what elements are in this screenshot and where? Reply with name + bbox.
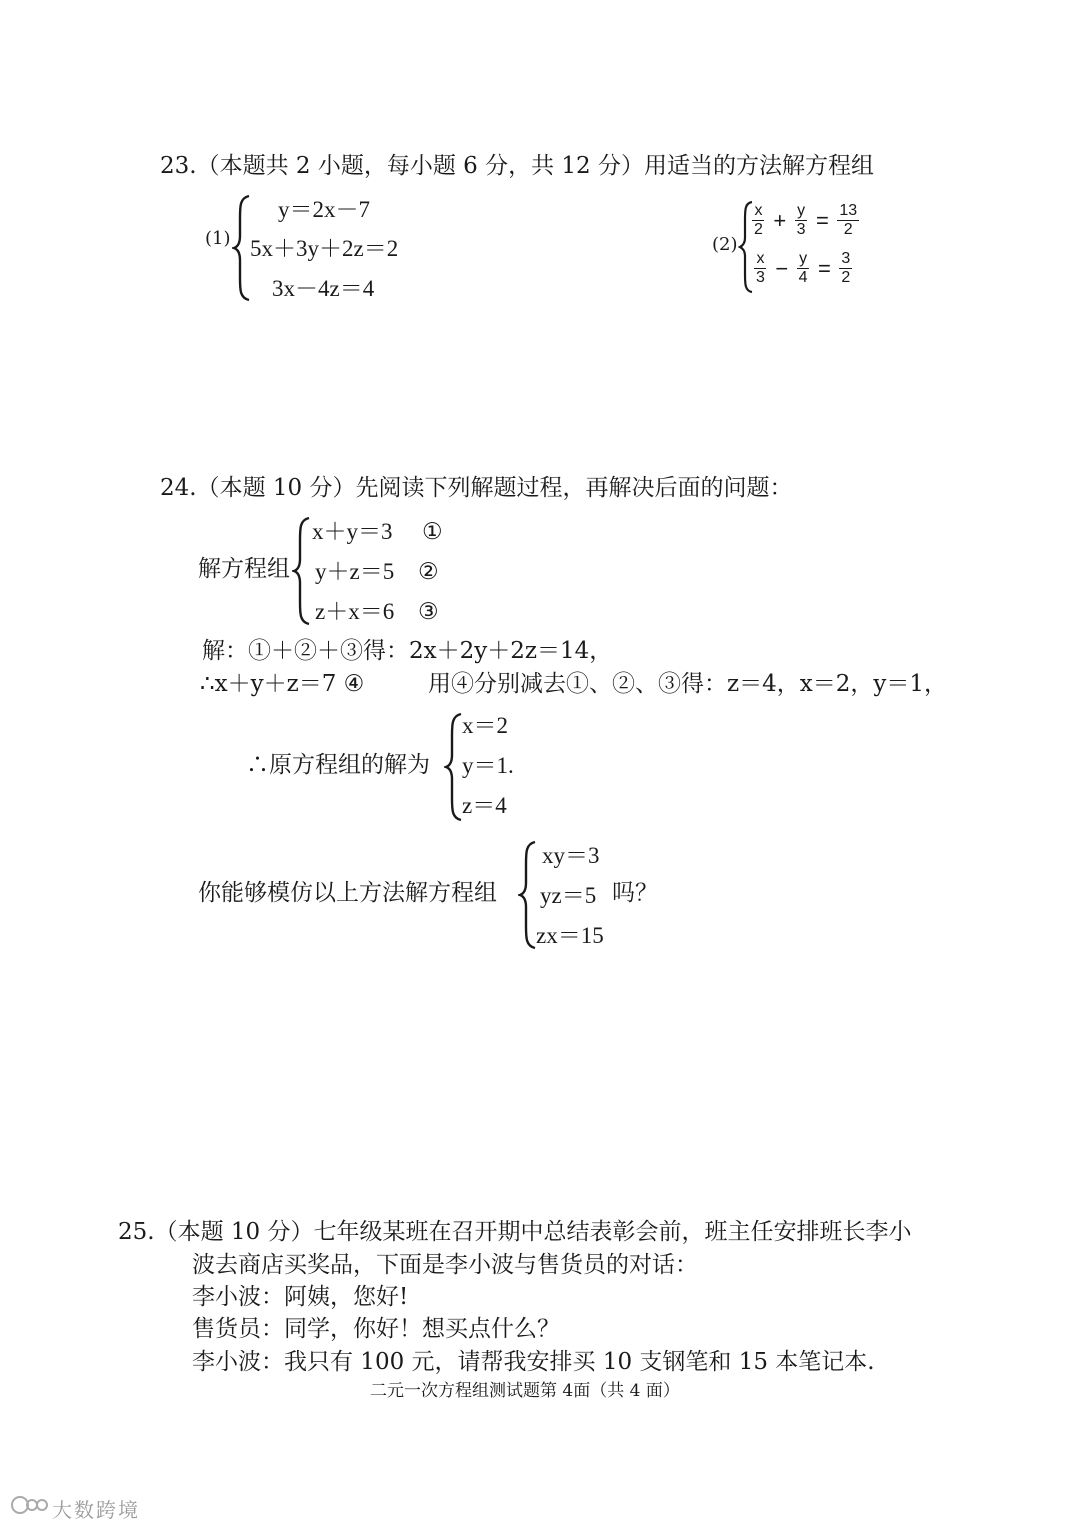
watermark-logo-icon [10,1493,50,1517]
frac-x-over-2: $\frac{x}{2}$ [754,202,763,238]
frac-y-over-4: $\frac{y}{4}$ [798,250,808,286]
q24-solution-line1: 解：①＋②＋③得：2x＋2y＋2z＝14， [202,638,613,664]
q24-eq1: x＋y＝3 [312,519,393,544]
q24-eq2: y＋z＝5 [315,559,395,584]
q24-challenge-label: 你能够模仿以上方法解方程组 [198,880,497,906]
frac-13-over-2: $\frac{13}{2}$ [839,202,858,238]
frac-3-over-2: $\frac{3}{2}$ [841,250,851,286]
q24-header: 24.（本题 10 分）先阅读下列解题过程，再解决后面的问题： [160,475,793,501]
equals-sign: = [816,207,829,233]
q24-marker-3: ③ [418,599,439,624]
equals-sign: = [818,255,831,281]
q23-header: 23.（本题共 2 小题，每小题 6 分，共 12 分）用适当的方法解方程组 [160,153,874,179]
q23-p2-row1 [750,202,861,239]
q24-answer-label: ∴原方程组的解为 [246,752,430,778]
q24-challenge-eq1: xy＝3 [542,843,600,868]
watermark-text: 大数跨境 [52,1498,140,1522]
q24-system-label: 解方程组 [198,556,290,582]
q25-line3: 李小波：阿姨，您好! [192,1284,409,1310]
q23-p1-eq1: y＝2x－7 [278,197,370,222]
q23-p2-label: (2) [712,234,738,255]
minus-sign: − [775,255,789,281]
q24-answer-x: x＝2 [462,713,508,738]
q24-answer-z: z＝4 [462,793,507,818]
q24-solution-line2b: 用④分别减去①、②、③得：z＝4，x＝2，y＝1， [428,671,947,697]
q24-challenge-eq2: yz＝5 [540,883,597,908]
frac-y-over-3: $\frac{y}{3}$ [796,202,806,238]
q23-p1-eq3: 3x－4z＝4 [272,276,375,301]
q24-challenge-eq3: zx＝15 [536,923,604,948]
q24-answer-y: y＝1. [462,753,514,778]
q24-solution-line2a: ∴x＋y＋z＝7 ④ [200,671,365,697]
q23-p1-label: (1) [205,228,231,249]
q24-marker-2: ② [418,559,439,584]
q24-challenge-tail: 吗？ [612,880,658,906]
q24-marker-1: ① [422,519,443,544]
page-footer: 二元一次方程组测试题第 4面（共 4 面） [370,1381,680,1401]
q25-line5: 李小波：我只有 100 元，请帮我安排买 10 支钢笔和 15 本笔记本. [192,1349,875,1375]
q23-p1-brace [232,194,252,302]
plus-sign: + [773,207,787,233]
q25-line2: 波去商店买奖品，下面是李小波与售货员的对话： [192,1252,698,1278]
q24-system-brace [292,516,312,626]
q23-p1-eq2: 5x＋3y＋2z＝2 [250,236,399,261]
frac-x-over-3: $\frac{x}{3}$ [756,250,765,286]
q24-answer-brace [444,712,464,822]
q23-p2-row2 [752,250,854,287]
q24-challenge-brace [518,840,538,950]
q25-line4: 售货员：同学，你好！想买点什么？ [192,1316,560,1342]
q24-eq3: z＋x＝6 [315,599,395,624]
q25-line1: 25.（本题 10 分）七年级某班在召开期中总结表彰会前，班主任安排班长李小 [118,1219,912,1245]
